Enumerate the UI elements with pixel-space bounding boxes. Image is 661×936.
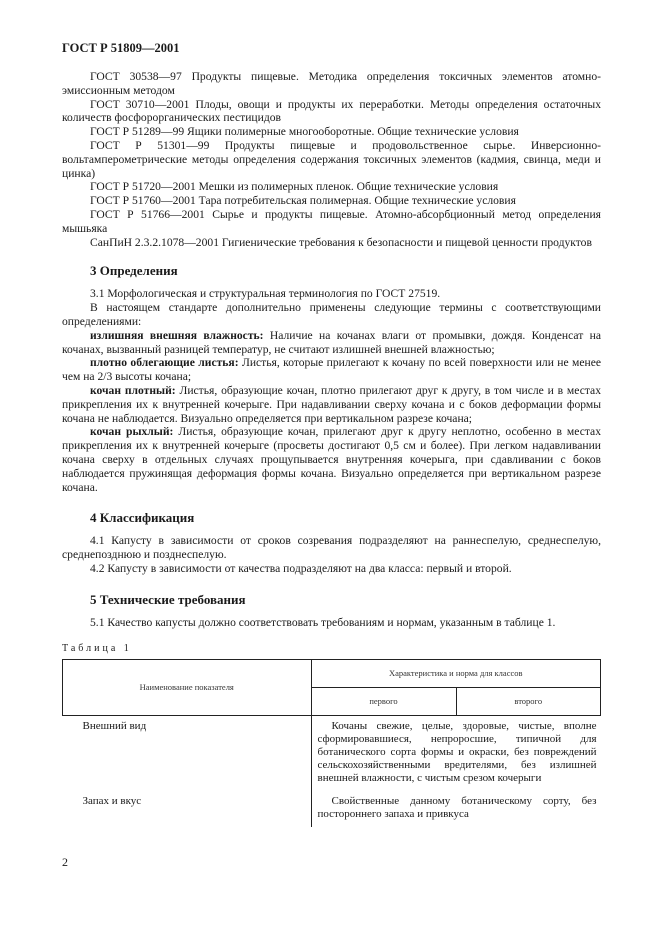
definition [62, 425, 601, 494]
reference-item: СанПиН 2.3.2.1078—2001 Гигиенические требования к безопасности и пищевой ценности продуктов [90, 235, 592, 249]
definition [62, 384, 601, 425]
term-definition: Наличие на кочанах влаги от промывки, дождя. Конденсат на кочанах, вызванный разницей температур, не считают излишней внешней влажностью; [62, 328, 602, 356]
row-name: Запах и вкус [63, 791, 312, 827]
section-4-body [62, 534, 601, 575]
reference-item: ГОСТ Р 51289—99 Ящики полимерные многооборотные. Общие технические условия [90, 125, 519, 139]
requirements-table [62, 659, 601, 827]
definition [62, 356, 601, 384]
reference-item: ГОСТ 30538—97 Продукты пищевые. Методика определения токсичных элементов атомно-эмиссионным методом [62, 70, 601, 97]
section-5-body [62, 616, 601, 630]
term-definition: Листья, которые прилегают к кочану по всей поверхности или не менее чем на 2/3 высоты кочана; [62, 356, 602, 384]
paragraph: 5.1 Качество капусты должно соответствовать требованиям и нормам, указанным в таблице 1. [90, 615, 556, 629]
row-name: Внешний вид [63, 715, 312, 791]
column-header-group: Характеристика и норма для классов [311, 659, 601, 687]
column-header-name: Наименование показателя [63, 659, 312, 715]
row-value: Свойственные данному ботаническому сорту, без постороннего запаха и привкуса [317, 794, 597, 820]
table-caption: Таблица 1 [62, 642, 132, 654]
term: кочан плотный: [90, 383, 176, 397]
term-definition: Листья, образующие кочан, плотно прилегают друг к другу, в том числе и в местах прикрепления их к внутренней кочерыге. При надавливании сверху кочана и с боков деформации формы кочана не наблюдается. Визуально определяется при вертикальном разрезе кочана; [62, 383, 601, 425]
reference-item: ГОСТ Р 51766—2001 Сырье и продукты пищевые. Атомно-абсорбционный метод определения мышьяка [62, 207, 601, 235]
paragraph: В настоящем стандарте дополнительно применены следующие термины с соответствующими определениями: [62, 301, 601, 328]
reference-item: ГОСТ Р 51720—2001 Мешки из полимерных пленок. Общие технические условия [90, 180, 499, 194]
section-3-body [62, 287, 601, 494]
reference-item: ГОСТ Р 51301—99 Продукты пищевые и продовольственное сырье. Инверсионно-вольтамперометрические методы определения содержания токсичных элементов (кадмия, свинца, меди и цинка) [62, 138, 601, 180]
table-row [63, 791, 601, 827]
paragraph: 4.2 Капусту в зависимости от качества подразделяют на два класса: первый и второй. [90, 561, 512, 575]
section-3-title: 3 Определения [90, 263, 178, 279]
normative-references [62, 70, 601, 249]
document-header: ГОСТ Р 51809—2001 [62, 41, 180, 55]
term: кочан рыхлый: [90, 425, 174, 439]
table-row [63, 715, 601, 791]
column-header-second: второго [456, 687, 601, 715]
term-definition: Листья, образующие кочан, прилегают друг к другу неплотно, особенно в местах прикрепления их к внутренней кочерыге (просветы достигают 0,5 см и более). При легком надавливании кочана сверху в отдельных случаях прощупывается внутренняя кочерыга, при сдавливании с боков наблюдается пружинящая деформация формы кочана. Визуально определяется при вертикальном разрезе кочана. [62, 425, 601, 494]
term: плотно облегающие листья: [90, 356, 239, 370]
section-5-title: 5 Технические требования [90, 591, 246, 607]
reference-item: ГОСТ Р 51760—2001 Тара потребительская полимерная. Общие технические условия [90, 194, 516, 208]
definition [62, 329, 601, 357]
section-4-title: 4 Классификация [90, 510, 195, 526]
row-value: Кочаны свежие, целые, здоровые, чистые, вполне сформировавшиеся, непроросшие, типичной для ботанического сорта формы и окраски, без повреждений сельскохозяйственными вредителями, без излишней внешней влажности, с чистым срезом кочерыги [317, 719, 597, 784]
paragraph: 4.1 Капусту в зависимости от сроков созревания подразделяют на раннеспелую, среднеспелую, среднепозднюю и позднеспелую. [62, 534, 601, 562]
term: излишняя внешняя влажность: [90, 328, 264, 342]
reference-item: ГОСТ 30710—2001 Плоды, овощи и продукты их переработки. Методы определения остаточных количеств фосфорорганических пестицидов [62, 97, 601, 125]
page-number: 2 [62, 854, 68, 869]
column-header-first: первого [311, 687, 456, 715]
paragraph: 3.1 Морфологическая и структуральная терминология по ГОСТ 27519. [90, 287, 441, 301]
